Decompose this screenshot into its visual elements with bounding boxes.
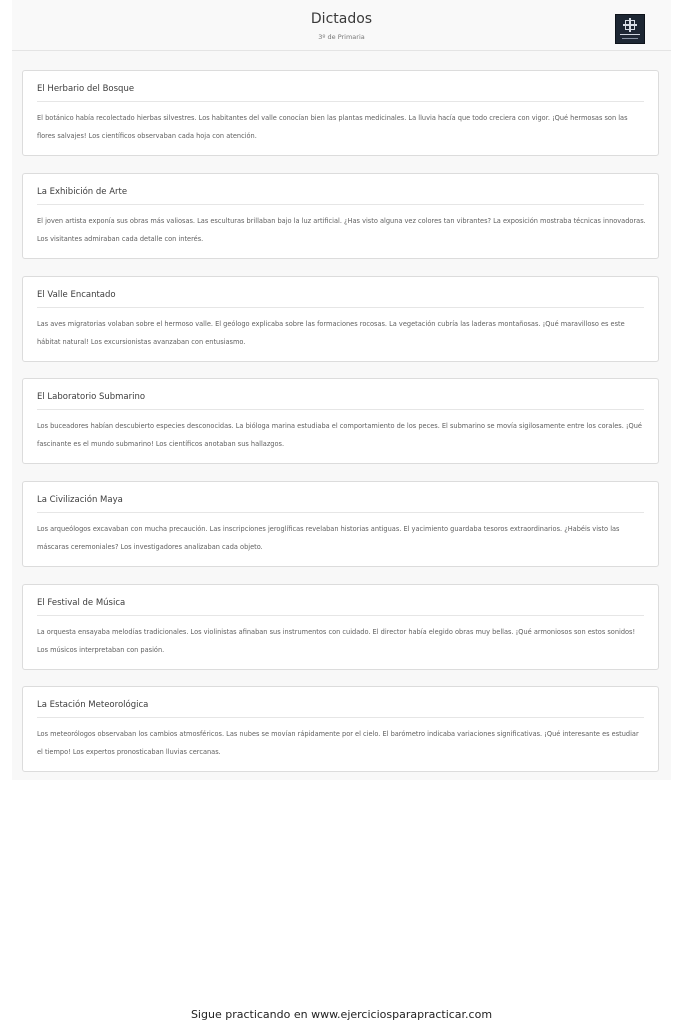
card-title: El Herbario del Bosque (37, 84, 135, 94)
dictation-card (22, 70, 659, 156)
card-title: El Laboratorio Submarino (37, 392, 146, 402)
card-divider (37, 101, 644, 102)
card-title: El Festival de Música (37, 598, 126, 608)
dictation-card (22, 378, 659, 464)
dictation-card (22, 481, 659, 567)
logo-emblem-icon (625, 20, 635, 30)
card-divider (37, 615, 644, 616)
card-text: Los buceadores habían descubierto especies desconocidas. La bióloga marina estudiaba el comportamiento de los peces. El submarino se movía sigilosamente entre los corales. ¡Qué fascinante es el mundo submarino! Los científicos anotaban sus hallazgos. (37, 422, 642, 448)
dictation-card (22, 584, 659, 670)
page-header (12, 0, 671, 51)
card-text: Los arqueólogos excavaban con mucha precaución. Las inscripciones jeroglíficas revelaban historias antiguas. El yacimiento guardaba tesoros extraordinarios. ¿Habéis visto las máscaras ceremoniales? Los investigadores analizaban cada objeto. (37, 525, 620, 551)
card-title: La Exhibición de Arte (37, 187, 128, 197)
card-text: El joven artista exponía sus obras más valiosas. Las esculturas brillaban bajo la luz artificial. ¿Has visto alguna vez colores tan vibrantes? La exposición mostraba técnicas innovadoras. Los visitantes admiraban cada detalle con interés. (37, 217, 646, 243)
footer-link-text: Sigue practicando en www.ejerciciosparapracticar.com (190, 1008, 493, 1021)
card-text: El botánico había recolectado hierbas silvestres. Los habitantes del valle conocían bien las plantas medicinales. La lluvia hacía que todo creciera con vigor. ¡Qué hermosas son las flores salvajes! Los científicos observaban cada hoja con atención. (37, 114, 628, 140)
card-divider (37, 204, 644, 205)
dictation-card (22, 173, 659, 259)
card-divider (37, 512, 644, 513)
page-title: Dictados (310, 11, 373, 27)
card-title: El Valle Encantado (37, 290, 116, 300)
dictation-card (22, 686, 659, 772)
card-title: La Civilización Maya (37, 495, 123, 505)
card-divider (37, 717, 644, 718)
card-text: Los meteorólogos observaban los cambios atmosféricos. Las nubes se movían rápidamente por el cielo. El barómetro indicaba variaciones significativas. ¡Qué interesante es estudiar el tiempo! Los expertos pronosticaban lluvias cercanas. (37, 730, 639, 756)
card-text: Las aves migratorias volaban sobre el hermoso valle. El geólogo explicaba sobre las formaciones rocosas. La vegetación cubría las laderas montañosas. ¡Qué maravilloso es este hábitat natural! Los excursionistas avanzaban con entusiasmo. (37, 320, 625, 346)
card-title: La Estación Meteorológica (37, 700, 149, 710)
card-divider (37, 409, 644, 410)
dictation-card (22, 276, 659, 362)
page-subtitle: 3º de Primaria (318, 33, 365, 41)
card-text: La orquesta ensayaba melodías tradicionales. Los violinistas afinaban sus instrumentos con cuidado. El director había elegido obras muy bellas. ¡Qué armoniosos son estos sonidos! Los músicos interpretaban con pasión. (37, 628, 636, 654)
card-divider (37, 307, 644, 308)
school-logo-icon (615, 14, 645, 44)
